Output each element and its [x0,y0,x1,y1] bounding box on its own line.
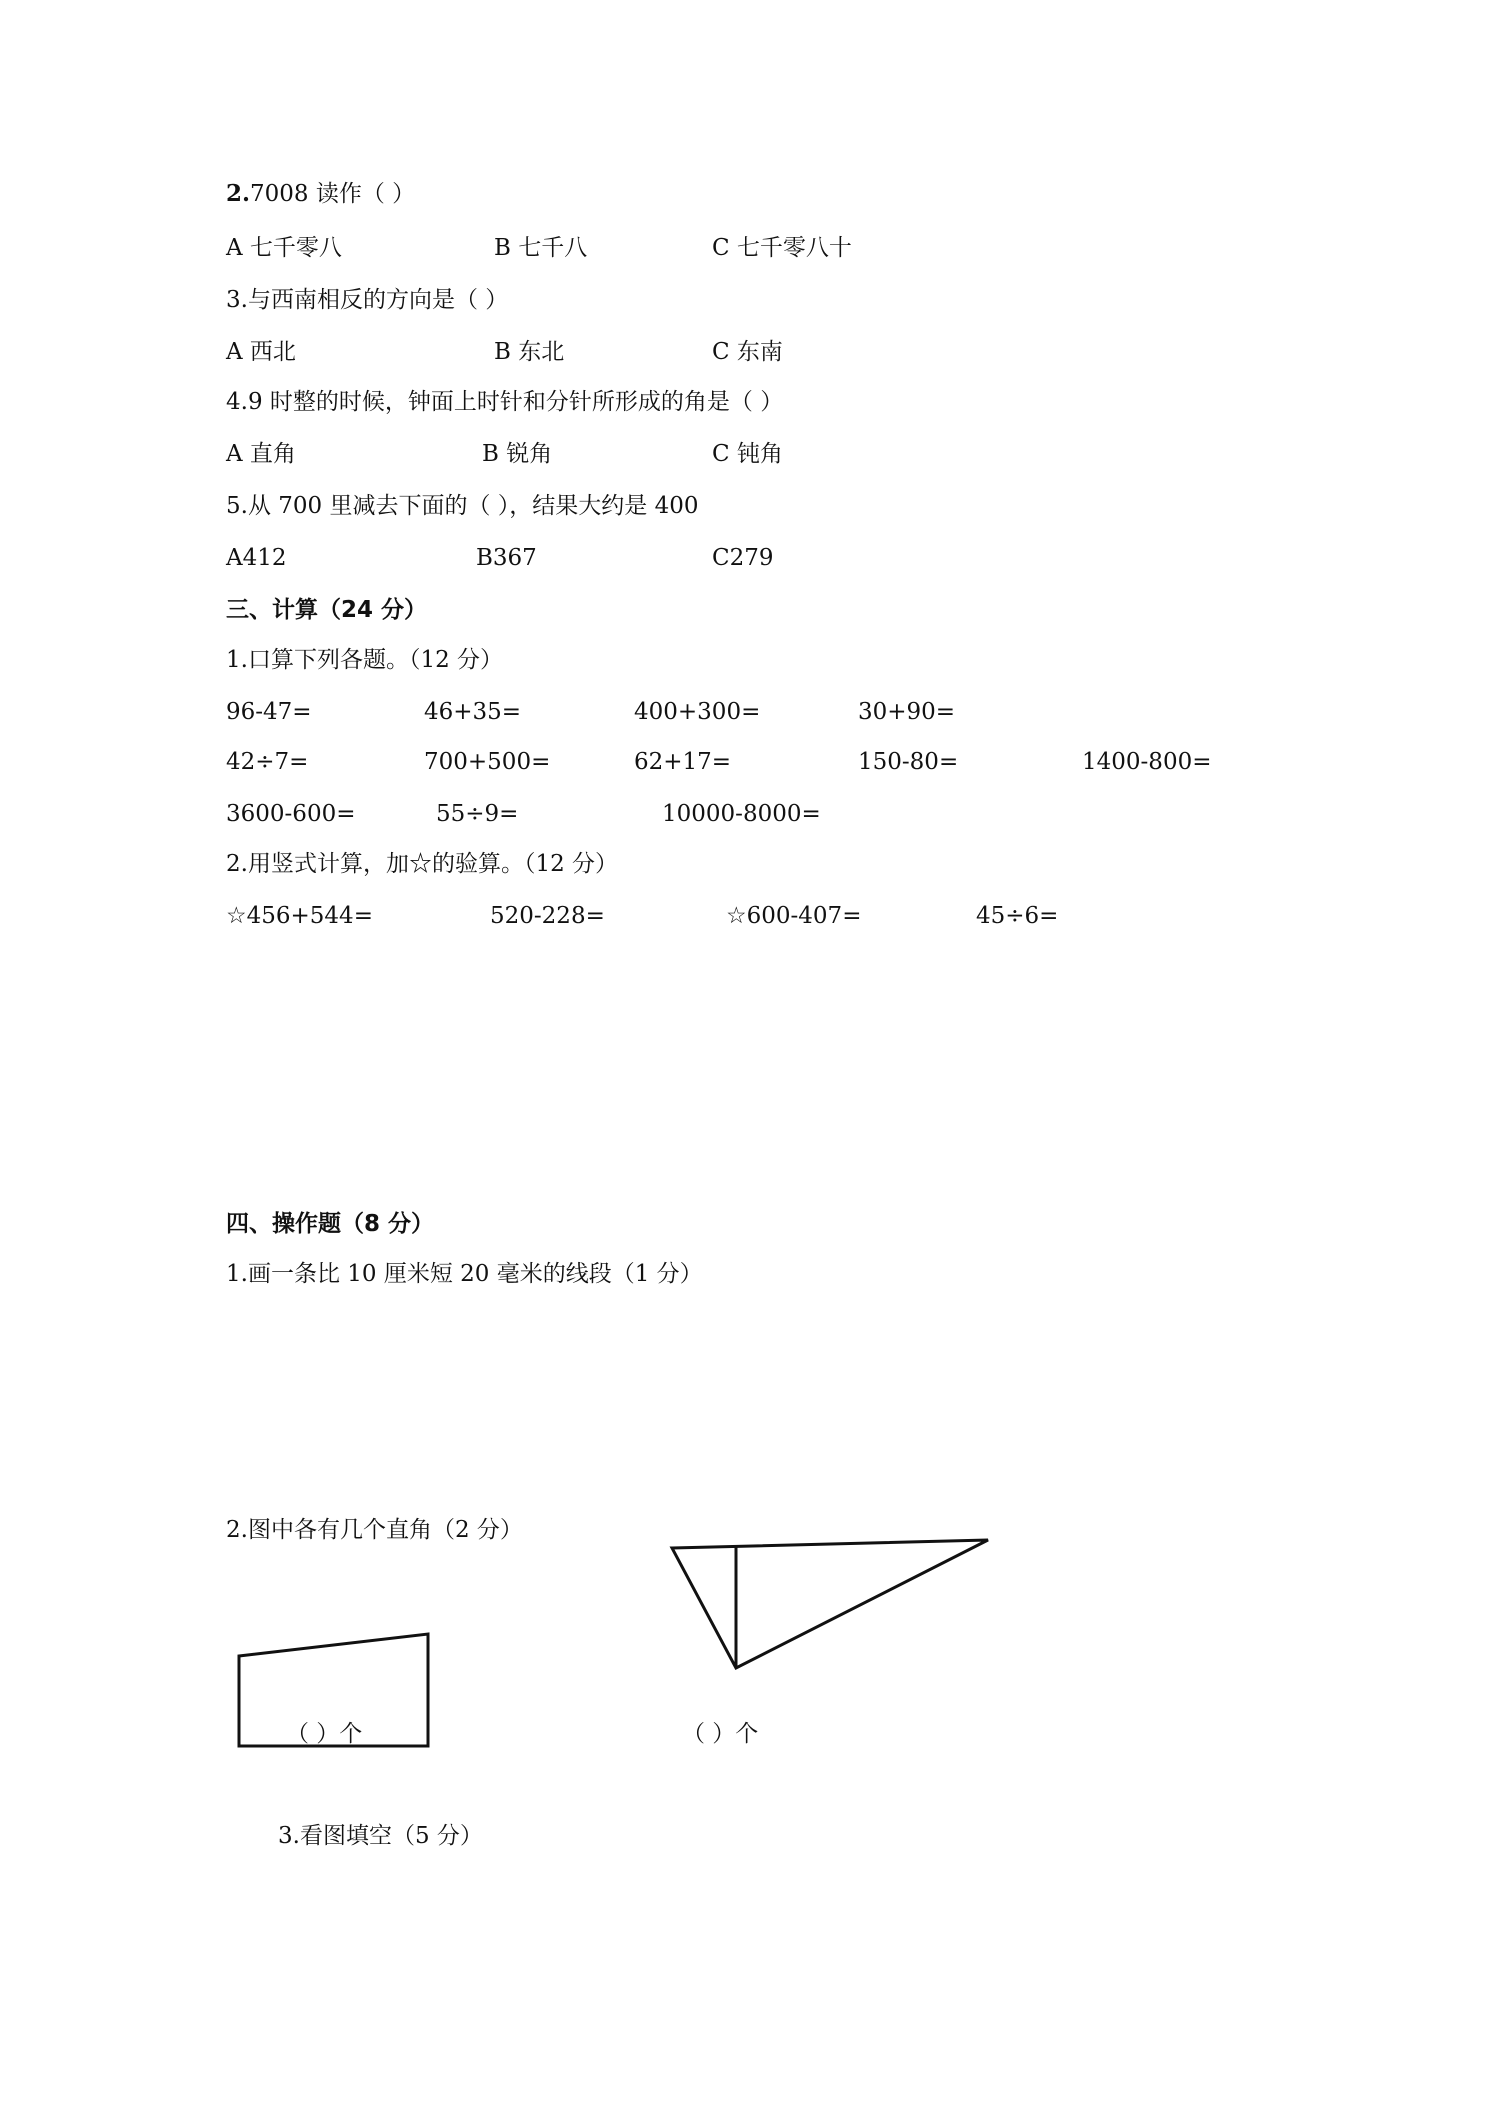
answer-blank-left: （ ）个 [286,1721,363,1747]
section-heading-calculation: 三、计算（24 分） [226,597,428,623]
mental-calc-item: 42÷7= [226,749,309,775]
mental-calc-item: 3600-600= [226,801,356,827]
q5-option-a: A412 [226,545,287,571]
q2-option-a: A 七千零八 [226,235,342,261]
mental-calc-item: 400+300= [634,699,761,725]
q3-option-a: A 西北 [226,339,296,365]
triangle-figure [672,1540,988,1668]
answer-blank-right: （ ）个 [682,1721,759,1747]
q3-question: 3.与西南相反的方向是（ ） [226,287,509,313]
mental-calc-item: 10000-8000= [662,801,821,827]
q3-option-b: B 东北 [494,339,565,365]
q5-option-c: C279 [712,545,774,571]
q4-question: 4.9 时整的时候，钟面上时针和分针所形成的角是（ ） [226,389,784,415]
q5-option-b: B367 [476,545,537,571]
mental-calc-item: 55÷9= [436,801,519,827]
q2-option-c: C 七千零八十 [712,235,852,261]
section-heading-operation: 四、操作题（8 分） [226,1211,435,1237]
mental-calc-item: 1400-800= [1082,749,1212,775]
q4-option-c: C 钝角 [712,441,783,467]
operation-q1: 1.画一条比 10 厘米短 20 毫米的线段（1 分） [226,1261,703,1287]
q5-question: 5.从 700 里减去下面的（ ），结果大约是 400 [226,493,699,519]
q2-text: 7008 读作（ ） [250,181,416,207]
mental-calc-item: 150-80= [858,749,959,775]
mental-calc-item: 62+17= [634,749,732,775]
mental-calc-item: 96-47= [226,699,312,725]
written-calc-item: ☆456+544= [226,903,373,929]
operation-q3: 3.看图填空（5 分） [278,1823,483,1849]
q4-option-b: B 锐角 [482,441,553,467]
calc-q2-title: 2.用竖式计算，加☆的验算。（12 分） [226,851,619,877]
operation-q2-title: 2.图中各有几个直角（2 分） [226,1517,523,1543]
q3-option-c: C 东南 [712,339,783,365]
mental-calc-item: 700+500= [424,749,551,775]
written-calc-item: ☆600-407= [726,903,862,929]
q4-option-a: A 直角 [226,441,296,467]
q2-option-b: B 七千八 [494,235,588,261]
written-calc-item: 520-228= [490,903,605,929]
calc-q1-title: 1.口算下列各题。（12 分） [226,647,504,673]
q2-number: 2. [226,180,251,207]
written-calc-item: 45÷6= [976,903,1059,929]
mental-calc-item: 30+90= [858,699,956,725]
mental-calc-item: 46+35= [424,699,522,725]
